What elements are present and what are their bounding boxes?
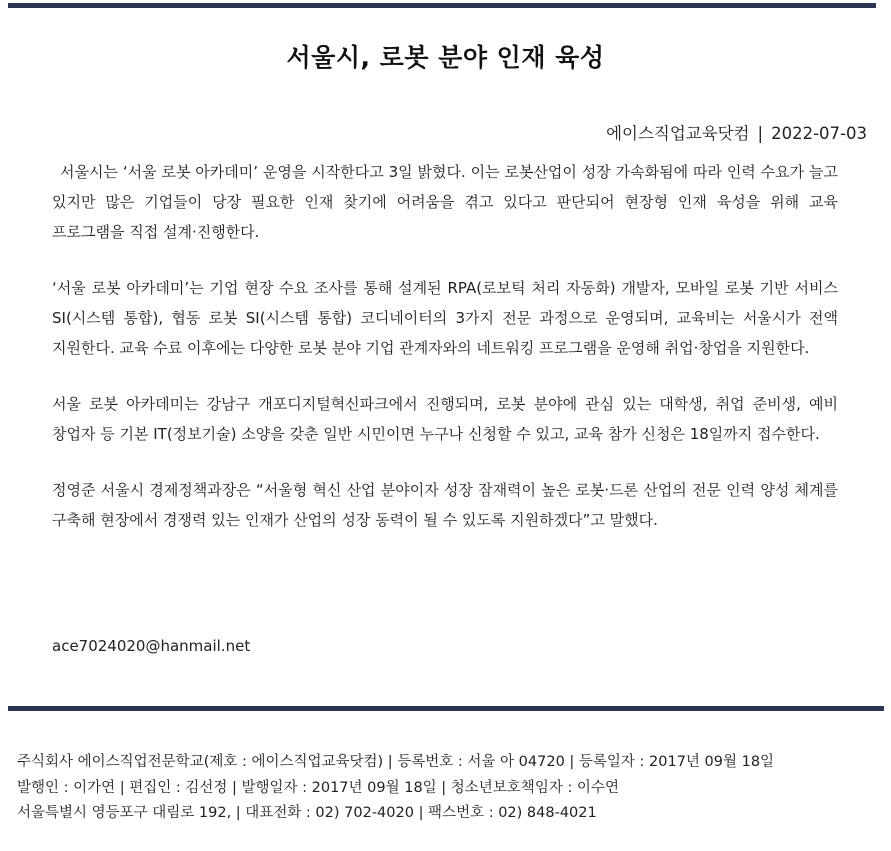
- byline-separator: |: [757, 124, 764, 143]
- footer-company-info: 주식회사 에이스직업전문학교(제호 : 에이스직업교육닷컴) | 등록번호 : 서울 아 04720 | 등록일자 : 2017년 09월 18일: [17, 754, 775, 770]
- bottom-divider: [8, 706, 884, 711]
- site-footer: [17, 750, 885, 827]
- article-date: 2022-07-03: [771, 124, 867, 143]
- article-byline: [606, 120, 867, 144]
- article-source: 에이스직업교육닷컴: [606, 124, 750, 143]
- top-divider: [8, 3, 876, 8]
- reporter-email: ace7024020@hanmail.net: [52, 637, 251, 655]
- article-paragraph-2: ‘서울 로봇 아카데미’는 기업 현장 수요 조사를 통해 설계된 RPA(로보틱 처리 자동화) 개발자, 모바일 로봇 기반 서비스 SI(시스템 통합), 협동 로봇 SI(시스템 통합) 코디네이터의 3가지 전문 과정으로 운영되며, 교육비는 서울시가 전액 지원한다. 교육 수료 이후에는 다양한 로봇 분야 기업 관계자와의 네트워킹 프로그램을 운영해 취업·창업을 지원한다.: [52, 279, 838, 357]
- article-paragraph-3: 서울 로봇 아카데미는 강남구 개포디지털혁신파크에서 진행되며, 로봇 분야에 관심 있는 대학생, 취업 준비생, 예비 창업자 등 기본 IT(정보기술) 소양을 갖춘 일반 시민이면 누구나 신청할 수 있고, 교육 참가 신청은 18일까지 접수한다.: [52, 395, 838, 443]
- article-paragraph-1: 서울시는 ‘서울 로봇 아카데미’ 운영을 시작한다고 3일 밝혔다. 이는 로봇산업이 성장 가속화됨에 따라 인력 수요가 늘고 있지만 많은 기업들이 당장 필요한 인재 찾기에 어려움을 겪고 있다고 판단되어 현장형 인재 육성을 위해 교육 프로그램을 직접 설계·진행한다.: [52, 163, 838, 241]
- article-paragraph-4: 정영준 서울시 경제정책과장은 “서울형 혁신 산업 분야이자 성장 잠재력이 높은 로봇·드론 산업의 전문 인력 양성 체계를 구축해 현장에서 경쟁력 있는 인재가 산업의 성장 동력이 될 수 있도록 지원하겠다”고 말했다.: [52, 481, 838, 529]
- footer-publisher-info: 발행인 : 이가연 | 편집인 : 김선정 | 발행일자 : 2017년 09월 18일 | 청소년보호책임자 : 이수연: [17, 779, 619, 796]
- article-body: [52, 157, 838, 561]
- footer-contact-info: 서울특별시 영등포구 대림로 192, | 대표전화 : 02) 702-4020 | 팩스번호 : 02) 848-4021: [17, 805, 597, 821]
- article-title: 서울시, 로봇 분야 인재 육성: [286, 43, 605, 72]
